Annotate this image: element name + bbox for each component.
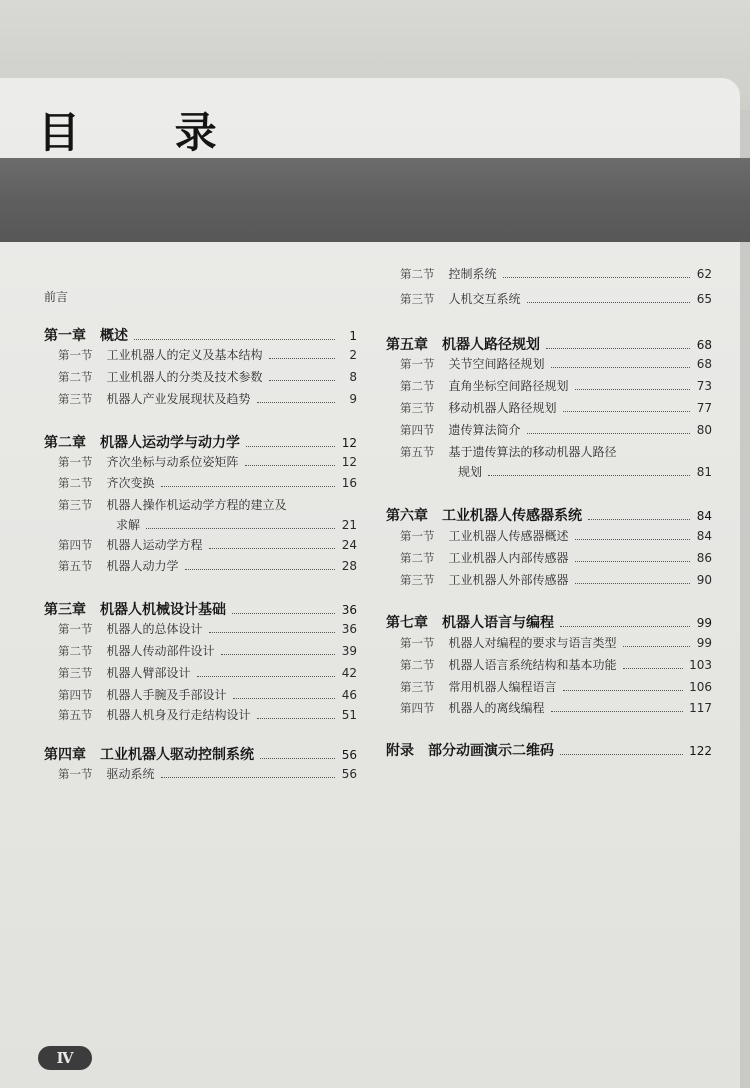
toc-section [400,290,712,307]
toc-page-number: 84 [696,509,712,523]
dot-leader [560,626,690,627]
toc-page-number: 56 [341,767,357,781]
toc-label: 部分动画演示二维码 [428,743,554,759]
toc-number: 第一节 [400,529,435,543]
toc-page-number: 99 [696,616,712,630]
toc-number: 第二节 [400,267,435,281]
toc-section-continuation [458,463,712,480]
toc-section [400,699,712,716]
toc-section [400,527,712,544]
toc-label: 工业机器人的分类及技术参数 [106,370,263,384]
toc-page-number: 2 [349,348,357,362]
toc-page-number: 42 [341,666,357,680]
dot-leader [233,698,335,699]
toc-page-number: 77 [696,401,712,415]
toc-section [400,355,712,372]
dot-leader [269,358,335,359]
toc-section [58,686,357,703]
toc-section [58,368,357,385]
dot-leader [527,433,690,434]
toc-number: 第二节 [400,658,435,672]
toc-section [58,474,357,491]
dot-leader [623,668,684,669]
toc-page-number: 1 [349,329,357,343]
toc-section [58,496,357,513]
toc-label-continued: 求解 [116,518,141,532]
toc-label: 工业机器人传感器系统 [442,508,582,524]
dot-leader [563,411,690,412]
toc-label: 关节空间路径规划 [448,357,545,371]
toc-number: 第二节 [400,379,435,393]
toc-page-number: 12 [341,455,357,469]
toc-label: 机器人的总体设计 [106,622,203,636]
toc-number: 第一节 [58,767,93,781]
toc-label: 工业机器人外部传感器 [448,573,569,587]
toc-number: 第一章 [44,328,86,344]
toc-label: 工业机器人驱动控制系统 [100,747,254,763]
toc-label: 机器人语言与编程 [442,615,554,631]
dot-leader [232,613,335,614]
toc-number: 第三节 [58,498,93,512]
dot-leader [197,676,335,677]
dot-leader [209,548,335,549]
dot-leader [161,777,335,778]
toc-label: 机器人动力学 [106,559,179,573]
dot-leader [161,486,335,487]
toc-label: 齐次变换 [106,476,155,490]
page-folio: Ⅳ [38,1046,92,1070]
toc-label: 齐次坐标与动系位姿矩阵 [106,455,239,469]
toc-page-number: 65 [696,292,712,306]
toc-label: 基于遗传算法的移动机器人路径 [448,445,617,459]
dot-leader [488,475,690,476]
toc-section [58,346,357,363]
toc-label: 人机交互系统 [448,292,521,306]
toc-page-number: 90 [696,573,712,587]
toc-section [58,557,357,574]
dot-leader [245,465,335,466]
toc-number: 第四节 [400,423,435,437]
toc-number: 第三节 [400,292,435,306]
dot-leader [269,380,335,381]
toc-number: 第五节 [58,559,93,573]
toc-section [400,265,712,282]
dot-leader [246,446,335,447]
toc-chapter [44,325,357,345]
toc-number: 第三节 [400,680,435,694]
toc-page-number: 103 [689,658,712,672]
toc-chapter [44,432,357,452]
toc-label: 机器人产业发展现状及趋势 [106,392,251,406]
preface-entry: 前言 [44,290,69,304]
toc-label: 遗传算法简介 [448,423,521,437]
header-band [0,158,750,242]
toc-number: 第一节 [58,622,93,636]
toc-page-number: 36 [341,622,357,636]
dot-leader [575,583,690,584]
toc-page-number: 99 [696,636,712,650]
dot-leader [546,348,690,349]
toc-page-number: 46 [341,688,357,702]
toc-page-number: 12 [341,436,357,450]
dot-leader [623,646,690,647]
dot-leader [257,718,335,719]
toc-page-number: 62 [696,267,712,281]
dot-leader [221,654,335,655]
toc-number: 第一节 [400,357,435,371]
toc-number: 附录 [386,743,414,759]
toc-label: 驱动系统 [106,767,155,781]
toc-label: 机器人运动学与动力学 [100,435,240,451]
dot-leader [575,389,690,390]
toc-section [58,664,357,681]
toc-number: 第二章 [44,435,86,451]
toc-number: 第三章 [44,602,86,618]
toc-section [400,634,712,651]
toc-page-number: 8 [349,370,357,384]
toc-label: 工业机器人传感器概述 [448,529,569,543]
toc-page-number: 21 [341,518,357,532]
toc-label: 机器人运动学方程 [106,538,203,552]
toc-number: 第六章 [386,508,428,524]
toc-chapter [386,740,712,760]
toc-chapter [386,334,712,354]
toc-number: 第五章 [386,337,428,353]
toc-label: 机器人路径规划 [442,337,540,353]
toc-page-number: 117 [689,701,712,715]
toc-page-number: 9 [349,392,357,406]
toc-section [58,620,357,637]
toc-number: 第四节 [400,701,435,715]
dot-leader [560,754,683,755]
toc-section [58,706,357,723]
toc-label: 移动机器人路径规划 [448,401,557,415]
toc-page-number: 106 [689,680,712,694]
toc-label: 机器人机械设计基础 [100,602,226,618]
toc-chapter [44,599,357,619]
dot-leader [575,539,690,540]
toc-section-continuation [116,516,357,533]
toc-number: 第三节 [400,401,435,415]
toc-label-continued: 规划 [458,465,483,479]
dot-leader [209,632,335,633]
toc-label: 机器人传动部件设计 [106,644,215,658]
toc-label: 机器人臂部设计 [106,666,191,680]
toc-number: 第一节 [58,455,93,469]
toc-number: 第二节 [400,551,435,565]
toc-section [400,377,712,394]
dot-leader [551,367,690,368]
dot-leader [185,569,335,570]
dot-leader [575,561,690,562]
toc-section [400,656,712,673]
toc-number: 第三节 [400,573,435,587]
toc-page-number: 80 [696,423,712,437]
toc-label: 机器人对编程的要求与语言类型 [448,636,617,650]
toc-section [58,453,357,470]
dot-leader [551,711,684,712]
toc-section [400,443,712,460]
toc-label: 机器人机身及行走结构设计 [106,708,251,722]
dot-leader [503,277,690,278]
dot-leader [527,302,690,303]
toc-number: 第七章 [386,615,428,631]
toc-section [58,642,357,659]
toc-section [400,421,712,438]
toc-section [400,399,712,416]
toc-number: 第五节 [400,445,435,459]
toc-chapter [44,744,357,764]
toc-label: 直角坐标空间路径规划 [448,379,569,393]
toc-label: 控制系统 [448,267,497,281]
toc-number: 第三节 [58,392,93,406]
page-title: 目 录 [38,108,257,157]
toc-page-number: 81 [696,465,712,479]
toc-section [400,571,712,588]
toc-number: 第四节 [58,688,93,702]
toc-page-number: 24 [341,538,357,552]
toc-page-number: 73 [696,379,712,393]
toc-section [58,765,357,782]
toc-section [400,549,712,566]
toc-section [58,390,357,407]
toc-number: 第二节 [58,370,93,384]
toc-label: 常用机器人编程语言 [448,680,557,694]
toc-page-number: 84 [696,529,712,543]
toc-page-number: 56 [341,748,357,762]
toc-chapter [386,612,712,632]
toc-number: 第四章 [44,747,86,763]
toc-label: 机器人操作机运动学方程的建立及 [106,498,287,512]
toc-page-number: 68 [696,357,712,371]
toc-number: 第五节 [58,708,93,722]
toc-number: 第四节 [58,538,93,552]
toc-label: 工业机器人的定义及基本结构 [106,348,263,362]
toc-label: 工业机器人内部传感器 [448,551,569,565]
toc-page-number: 28 [341,559,357,573]
toc-section [58,536,357,553]
toc-page-number: 68 [696,338,712,352]
dot-leader [563,690,684,691]
toc-page-number: 36 [341,603,357,617]
dot-leader [134,339,335,340]
toc-number: 第二节 [58,644,93,658]
toc-number: 第一节 [400,636,435,650]
toc-page-number: 86 [696,551,712,565]
toc-number: 第二节 [58,476,93,490]
toc-chapter [386,505,712,525]
toc-label: 概述 [100,328,128,344]
toc-label: 机器人的离线编程 [448,701,545,715]
dot-leader [257,402,335,403]
toc-page-number: 122 [689,744,712,758]
toc-page-number: 39 [341,644,357,658]
toc-section [400,678,712,695]
toc-number: 第三节 [58,666,93,680]
toc-number: 第一节 [58,348,93,362]
toc-page-number: 51 [341,708,357,722]
dot-leader [588,519,690,520]
toc-label: 机器人手腕及手部设计 [106,688,227,702]
toc-label: 机器人语言系统结构和基本功能 [448,658,617,672]
dot-leader [146,528,335,529]
dot-leader [260,758,335,759]
toc-page-number: 16 [341,476,357,490]
